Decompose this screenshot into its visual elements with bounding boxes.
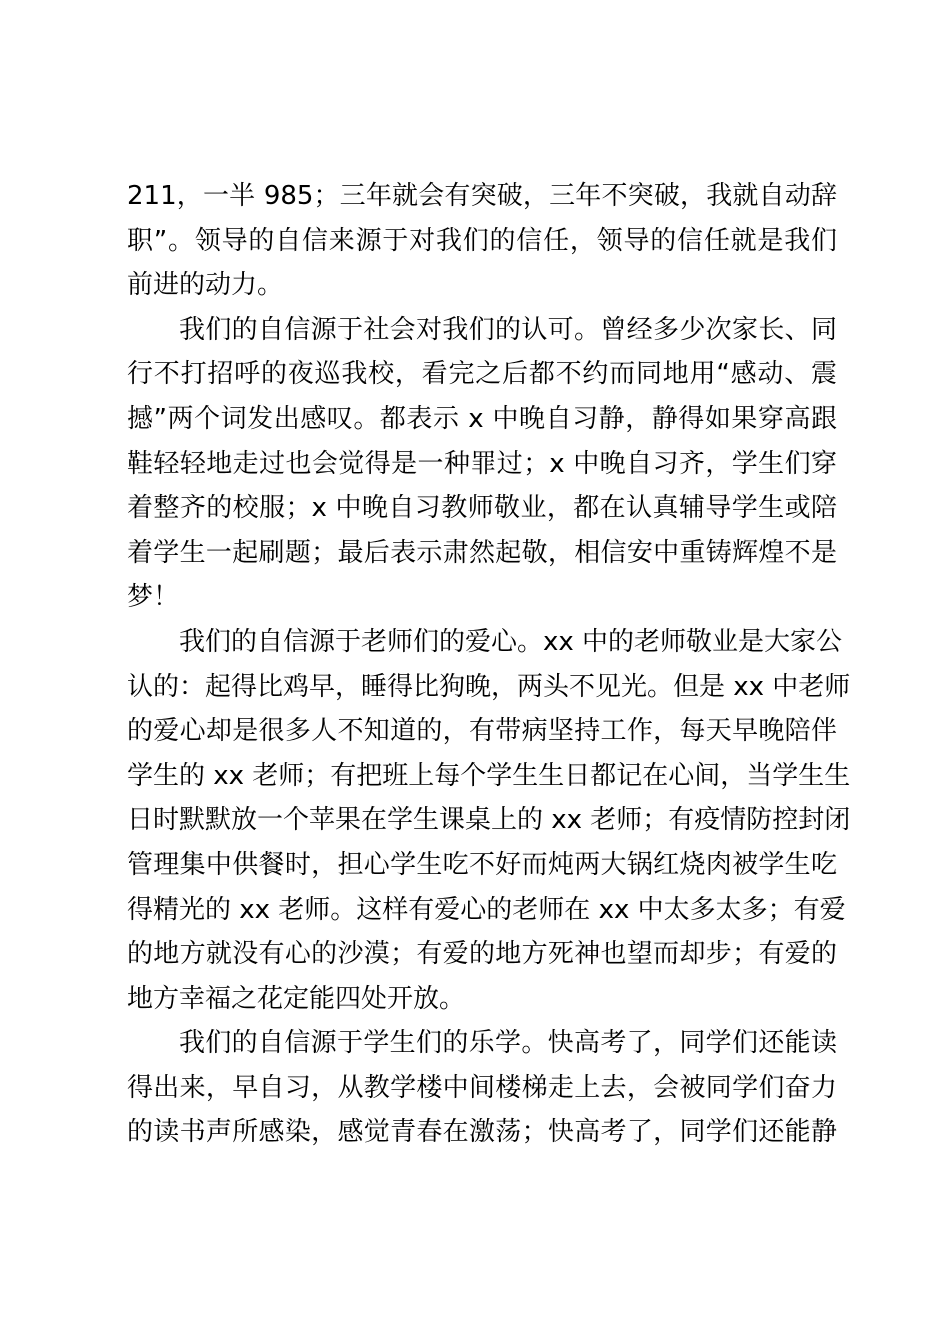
paragraph xyxy=(127,1021,837,1155)
paragraph xyxy=(127,308,837,620)
text-line: 职”。领导的自信来源于对我们的信任，领导的信任就是我们 xyxy=(127,225,837,256)
text-line: 211，一半 985；三年就会有突破，三年不突破，我就自动辞 xyxy=(127,181,837,211)
paragraph xyxy=(127,620,851,1021)
text-line: 我们的自信源于学生们的乐学。快高考了，同学们还能读 xyxy=(179,1028,837,1059)
text-line: 我们的自信源于老师们的爱心。xx 中的老师敬业是大家公 xyxy=(179,626,843,657)
paragraph xyxy=(127,174,837,308)
text-line: 日时默默放一个苹果在学生课桌上的 xx 老师；有疫情防控封闭 xyxy=(127,805,851,836)
text-line: 行不打招呼的夜巡我校，看完之后都不约而同地用“感动、震 xyxy=(127,359,837,390)
text-line: 管理集中供餐时，担心学生吃不好而炖两大锅红烧肉被学生吃 xyxy=(127,849,837,880)
text-line: 的爱心却是很多人不知道的，有带病坚持工作，每天早晚陪伴 xyxy=(127,716,837,747)
text-line: 的地方就没有心的沙漠；有爱的地方死神也望而却步；有爱的 xyxy=(127,939,837,970)
text-line: 我们的自信源于社会对我们的认可。曾经多少次家长、同 xyxy=(179,314,837,345)
text-line: 撼”两个词发出感叹。都表示 x 中晚自习静，静得如果穿高跟 xyxy=(127,403,837,434)
text-line: 前进的动力。 xyxy=(127,270,284,301)
text-line: 的读书声所感染，感觉青春在激荡；快高考了，同学们还能静 xyxy=(127,1117,837,1148)
text-line: 地方幸福之花定能四处开放。 xyxy=(127,983,466,1014)
body-text xyxy=(127,174,851,1155)
text-line: 学生的 xx 老师；有把班上每个学生生日都记在心间，当学生生 xyxy=(127,760,851,791)
text-line: 认的：起得比鸡早，睡得比狗晚，两头不见光。但是 xx 中老师 xyxy=(127,671,851,702)
text-line: 鞋轻轻地走过也会觉得是一种罪过；x 中晚自习齐，学生们穿 xyxy=(127,448,837,479)
text-line: 得出来，早自习，从教学楼中间楼梯走上去，会被同学们奋力 xyxy=(127,1072,837,1103)
text-line: 着学生一起刷题；最后表示肃然起敬，相信安中重铸辉煌不是 xyxy=(127,537,837,568)
text-line: 得精光的 xx 老师。这样有爱心的老师在 xx 中太多太多；有爱 xyxy=(127,894,846,925)
text-line: 梦！ xyxy=(127,582,180,613)
text-line: 着整齐的校服；x 中晚自习教师敬业，都在认真辅导学生或陪 xyxy=(127,493,837,524)
